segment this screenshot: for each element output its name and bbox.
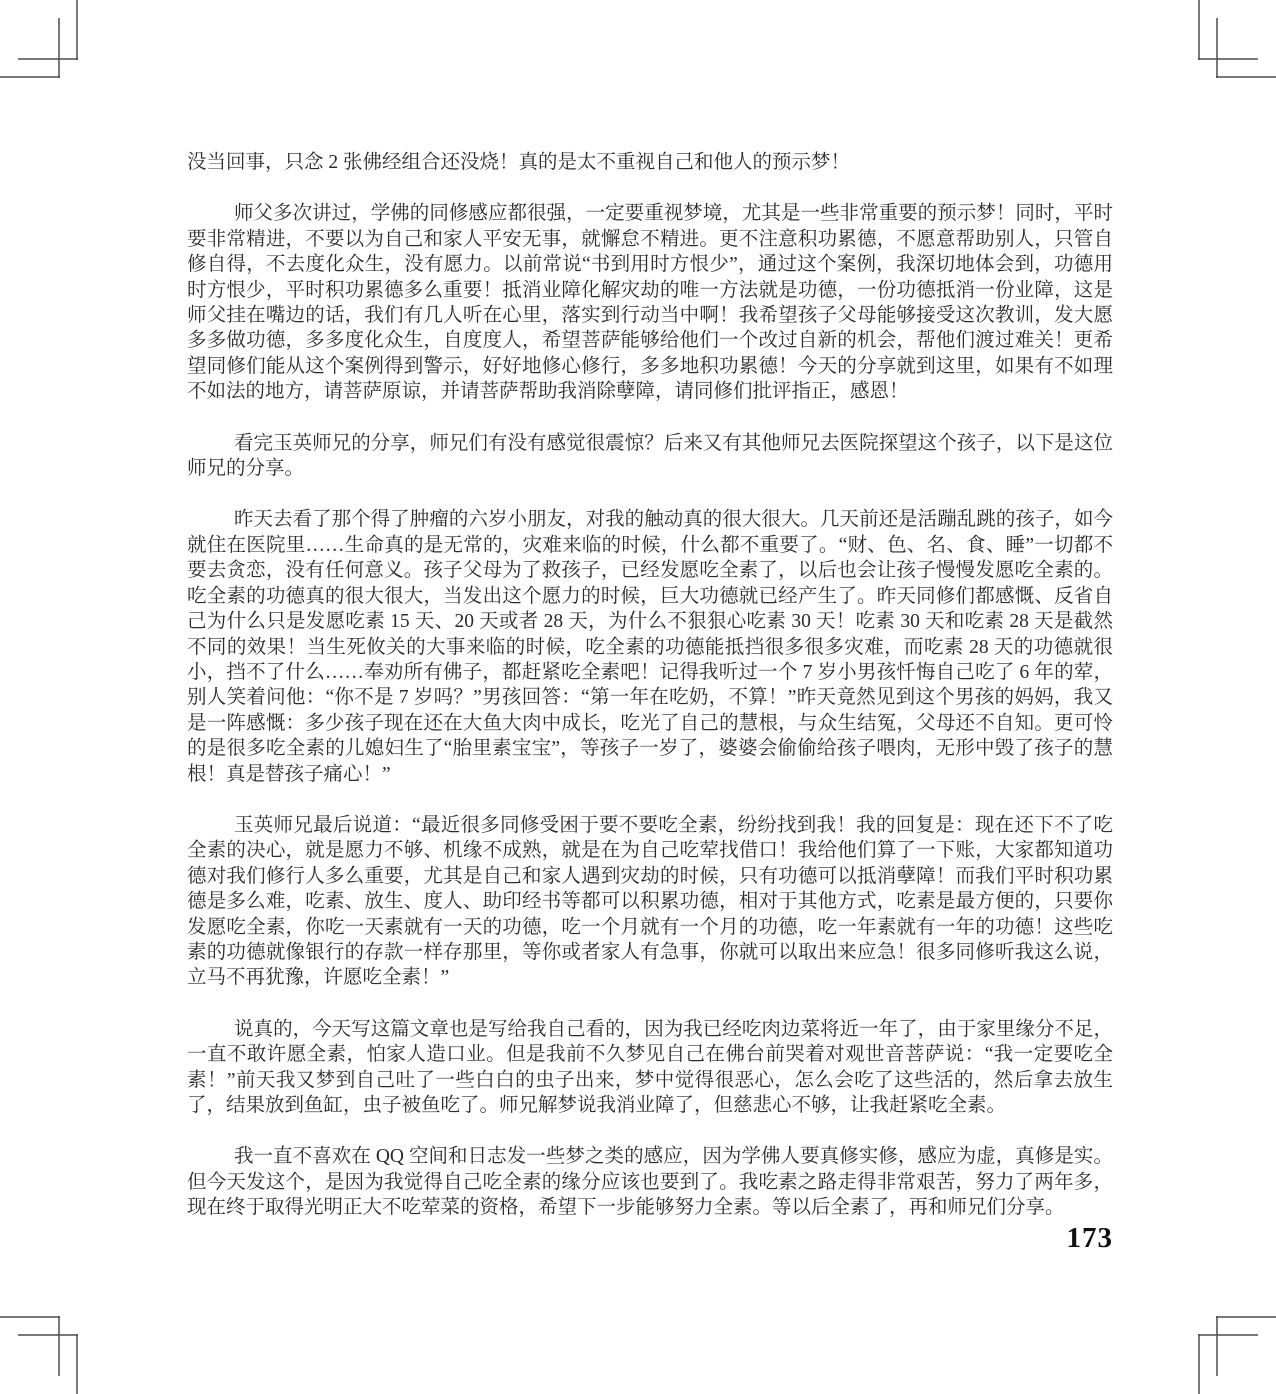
paragraph-yuying-quote: 玉英师兄最后说道：“最近很多同修受困于要不要吃全素，纷纷找到我！我的回复是：现在还下不了吃全素的决心，就是愿力不够、机缘不成熟，就是在为自己吃荤找借口！我给他们算了一下账，大家都知道功德对我们修行人多么重要，尤其是自己和家人遇到灾劫的时候，只有功德可以抵消孽障！而我们平时积功累德是多么难，吃素、放生、度人、助印经书等都可以积累功德，相对于其他方式，吃素是最方便的，只要你发愿吃全素，你吃一天素就有一天的功德，吃一个月就有一个月的功德，吃一年素就有一年的功德！这些吃素的功德就像银行的存款一样存那里，等你或者家人有急事，你就可以取出来应急！很多同修听我这么说，立马不再犹豫，许愿吃全素！” [187, 814, 1113, 989]
crop-mark-bottom-left [0, 1316, 78, 1394]
paragraph-self-reflection: 说真的，今天写这篇文章也是写给我自己看的，因为我已经吃肉边菜将近一年了，由于家里缘分不足，一直不敢许愿全素，怕家人造口业。但是我前不久梦见自己在佛台前哭着对观世音菩萨说：“我一定要吃全素！”前天我又梦到自己吐了一些白白的虫子出来，梦中觉得很恶心，怎么会吃了这些活的，然后拿去放生了，结果放到鱼缸，虫子被鱼吃了。师兄解梦说我消业障了，但慈悲心不够，让我赶紧吃全素。 [187, 1018, 1113, 1116]
page-number: 173 [1066, 1222, 1113, 1254]
crop-mark-top-left [0, 0, 78, 78]
crop-mark-bottom-right [1198, 1316, 1276, 1394]
paragraph-transition: 看完玉英师兄的分享，师兄们有没有感觉很震惊？后来又有其他师兄去医院探望这个孩子，以下是这位师兄的分享。 [187, 432, 1113, 480]
paragraph-closing: 我一直不喜欢在 QQ 空间和日志发一些梦之类的感应，因为学佛人要真修实修，感应为虚，真修是实。但今天发这个，是因为我觉得自己吃全素的缘分应该也要到了。我吃素之路走得非常艰苦，努力了两年多，现在终于取得光明正大不吃荤菜的资格，希望下一步能够努力全素。等以后全素了，再和师兄们分享。 [187, 1146, 1113, 1219]
crop-mark-top-right [1198, 0, 1276, 78]
paragraph-continuation: 没当回事，只念 2 张佛经组合还没烧！真的是太不重视自己和他人的预示梦！ [187, 152, 851, 173]
paragraph-teacher-advice: 师父多次讲过，学佛的同修感应都很强，一定要重视梦境，尤其是一些非常重要的预示梦！同时，平时要非常精进，不要以为自己和家人平安无事，就懈怠不精进。更不注意积功累德，不愿意帮助别人，只管自修自得，不去度化众生，没有愿力。以前常说“书到用时方恨少”，通过这个案例，我深切地体会到，功德用时方恨少，平时积功累德多么重要！抵消业障化解灾劫的唯一方法就是功德，一份功德抵消一份业障，这是师父挂在嘴边的话，我们有几人听在心里，落实到行动当中啊！我希望孩子父母能够接受这次教训，发大愿多多做功德，多多度化众生，自度度人，希望菩萨能够给他们一个改过自新的机会，帮他们渡过难关！更希望同修们能从这个案例得到警示，好好地修心修行，多多地积功累德！今天的分享就到这里，如果有不如理不如法的地方，请菩萨原谅，并请菩萨帮助我消除孽障，请同修们批评指正，感恩！ [187, 203, 1113, 403]
page-text-block [187, 150, 1113, 1247]
paragraph-hospital-visit: 昨天去看了那个得了肿瘤的六岁小朋友，对我的触动真的很大很大。几天前还是活蹦乱跳的孩子，如今就住在医院里……生命真的是无常的，灾难来临的时候，什么都不重要了。“财、色、名、食、睡”一切都不要去贪恋，没有任何意义。孩子父母为了救孩子，已经发愿吃全素了，以后也会让孩子慢慢发愿吃全素的。吃全素的功德真的很大很大，当发出这个愿力的时候，巨大功德就已经产生了。昨天同修们都感慨、反省自己为什么只是发愿吃素 15 天、20 天或者 28 天，为什么不狠狠心吃素 30 天！吃素 30 天和吃素 28 天是截然不同的效果！当生死攸关的大事来临的时候，吃全素的功德能抵挡很多很多灾难，而吃素 28 天的功德就很小，挡不了什么……奉劝所有佛子，都赶紧吃全素吧！记得我听过一个 7 岁小男孩忏悔自己吃了 6 年的荤，别人笑着问他：“你不是 7 岁吗？”男孩回答：“第一年在吃奶，不算！”昨天竟然见到这个男孩的妈妈，我又是一阵感慨：多少孩子现在还在大鱼大肉中成长，吃光了自己的慧根，与众生结冤，父母还不自知。更可怜的是很多吃全素的儿媳妇生了“胎里素宝宝”，等孩子一岁了，婆婆会偷偷给孩子喂肉，无形中毁了孩子的慧根！真是替孩子痛心！” [187, 509, 1113, 785]
